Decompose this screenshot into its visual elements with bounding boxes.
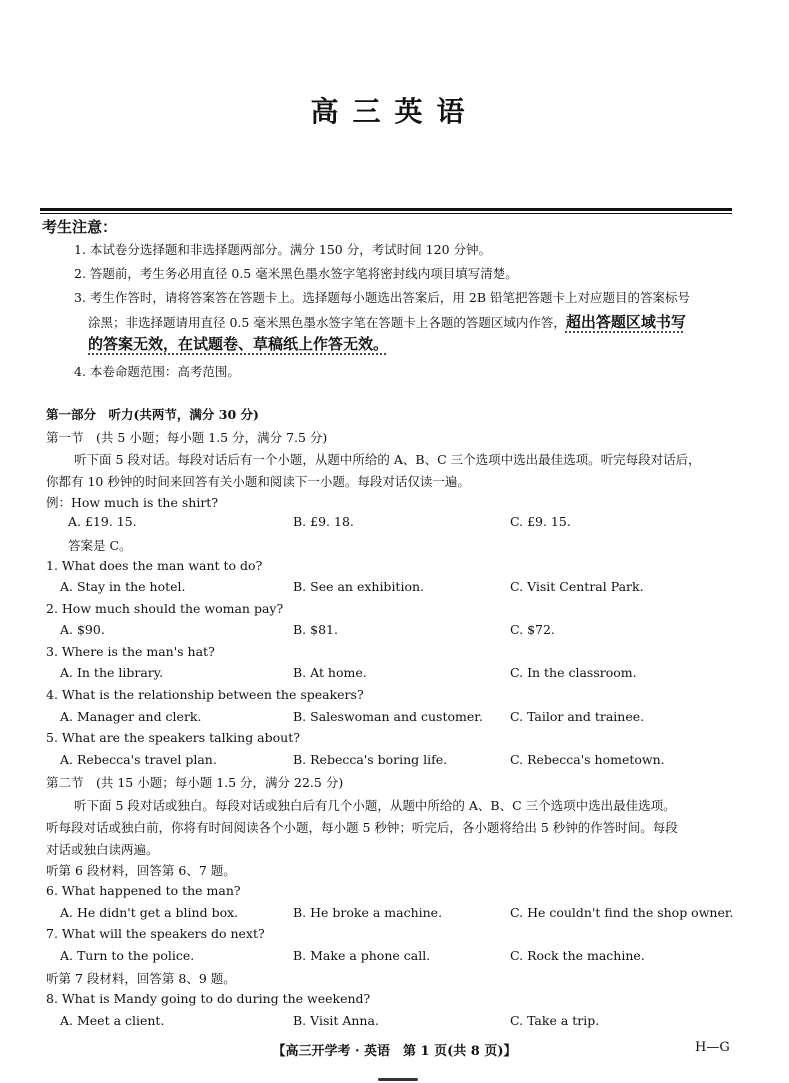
q7-option-a: A. Turn to the police. [60,948,195,963]
notice-item-4: 4. 本卷命题范围：高考范围。 [74,364,240,379]
example-option-c: C. £9. 15. [510,514,571,529]
notice-item-2: 2. 答题前，考生务必用直径 0.5 毫米黑色墨水签字笔将密封线内项目填写清楚。 [74,266,518,281]
notice-item-3b-bold: 超出答题区域书写 [565,313,686,331]
q3-option-b: B. At home. [293,665,367,680]
question-8: 8. What is Mandy going to do during the weekend? [46,991,371,1006]
page-title: 高三英语 [310,95,479,128]
q7-option-c: C. Rock the machine. [510,948,645,963]
question-5: 5. What are the speakers talking about? [46,730,300,745]
notice-heading: 考生注意： [42,218,118,236]
q1-option-a: A. Stay in the hotel. [60,579,186,594]
q2-option-a: A. $90. [60,622,105,637]
paper-code: H—G [695,1040,730,1055]
footer-mark [378,1078,418,1081]
notice-item-3b [88,311,686,332]
q3-option-c: C. In the classroom. [510,665,637,680]
notice-item-3c: 的答案无效，在试题卷、草稿纸上作答无效。 [88,335,389,353]
material-6-heading: 听第 6 段材料，回答第 6、7 题。 [46,863,236,878]
q5-option-b: B. Rebecca's boring life. [293,752,448,767]
example-option-a: A. £19. 15. [68,514,137,529]
example-question: 例：How much is the shirt? [46,495,219,510]
section2-instruction-c: 对话或独白读两遍。 [46,842,159,857]
q4-option-a: A. Manager and clerk. [60,709,202,724]
question-2: 2. How much should the woman pay? [46,601,284,616]
q2-option-b: B. $81. [293,622,338,637]
q5-option-c: C. Rebecca's hometown. [510,752,665,767]
header-rule-thin [40,213,732,214]
q7-option-b: B. Make a phone call. [293,948,431,963]
section2-instruction-b: 听每段对话或独白前，你将有时间阅读各个小题，每小题 5 秒钟；听完后，各小题将给出 5 秒钟的作答时间。每段 [46,820,678,835]
section2-instruction-a: 听下面 5 段对话或独白。每段对话或独白后有几个小题，从题中所给的 A、B、C 三个选项中选出最佳选项。 [74,798,676,813]
q1-option-b: B. See an exhibition. [293,579,425,594]
q6-option-b: B. He broke a machine. [293,905,443,920]
section1-instruction-a: 听下面 5 段对话。每段对话后有一个小题，从题中所给的 A、B、C 三个选项中选出最佳选项。听完每段对话后， [74,452,701,467]
q4-option-b: B. Saleswoman and customer. [293,709,483,724]
q2-option-c: C. $72. [510,622,555,637]
question-4: 4. What is the relationship between the speakers? [46,687,364,702]
q8-option-a: A. Meet a client. [60,1013,165,1028]
q3-option-a: A. In the library. [60,665,164,680]
question-7: 7. What will the speakers do next? [46,926,265,941]
notice-item-3a: 3. 考生作答时，请将答案答在答题卡上。选择题每小题选出答案后，用 2B 铅笔把答题卡上对应题目的答案标号 [74,290,690,305]
notice-item-1: 1. 本试卷分选择题和非选择题两部分。满分 150 分，考试时间 120 分钟。 [74,242,492,257]
q1-option-c: C. Visit Central Park. [510,579,644,594]
section1-heading: 第一节 (共 5 小题；每小题 1.5 分，满分 7.5 分) [46,430,328,445]
q6-option-a: A. He didn't get a blind box. [60,905,239,920]
material-7-heading: 听第 7 段材料，回答第 8、9 题。 [46,971,236,986]
example-option-b: B. £9. 18. [293,514,354,529]
section1-instruction-b: 你都有 10 秒钟的时间来回答有关小题和阅读下一小题。每段对话仅读一遍。 [46,474,470,489]
q5-option-a: A. Rebecca's travel plan. [60,752,217,767]
part1-heading: 第一部分 听力(共两节，满分 30 分) [46,407,259,422]
q8-option-c: C. Take a trip. [510,1013,600,1028]
q8-option-b: B. Visit Anna. [293,1013,379,1028]
header-rule [40,208,732,211]
section2-heading: 第二节 (共 15 小题；每小题 1.5 分，满分 22.5 分) [46,775,344,790]
question-6: 6. What happened to the man? [46,883,241,898]
question-1: 1. What does the man want to do? [46,558,263,573]
q4-option-c: C. Tailor and trainee. [510,709,645,724]
q6-option-c: C. He couldn't find the shop owner. [510,905,734,920]
example-answer: 答案是 C。 [68,538,132,553]
page-footer: 【高三开学考 · 英语 第 1 页(共 8 页)】 [272,1044,517,1059]
notice-item-3b-text: 涂黑；非选择题请用直径 0.5 毫米黑色墨水签字笔在答题卡上各题的答题区域内作答， [88,315,566,330]
question-3: 3. Where is the man's hat? [46,644,215,659]
